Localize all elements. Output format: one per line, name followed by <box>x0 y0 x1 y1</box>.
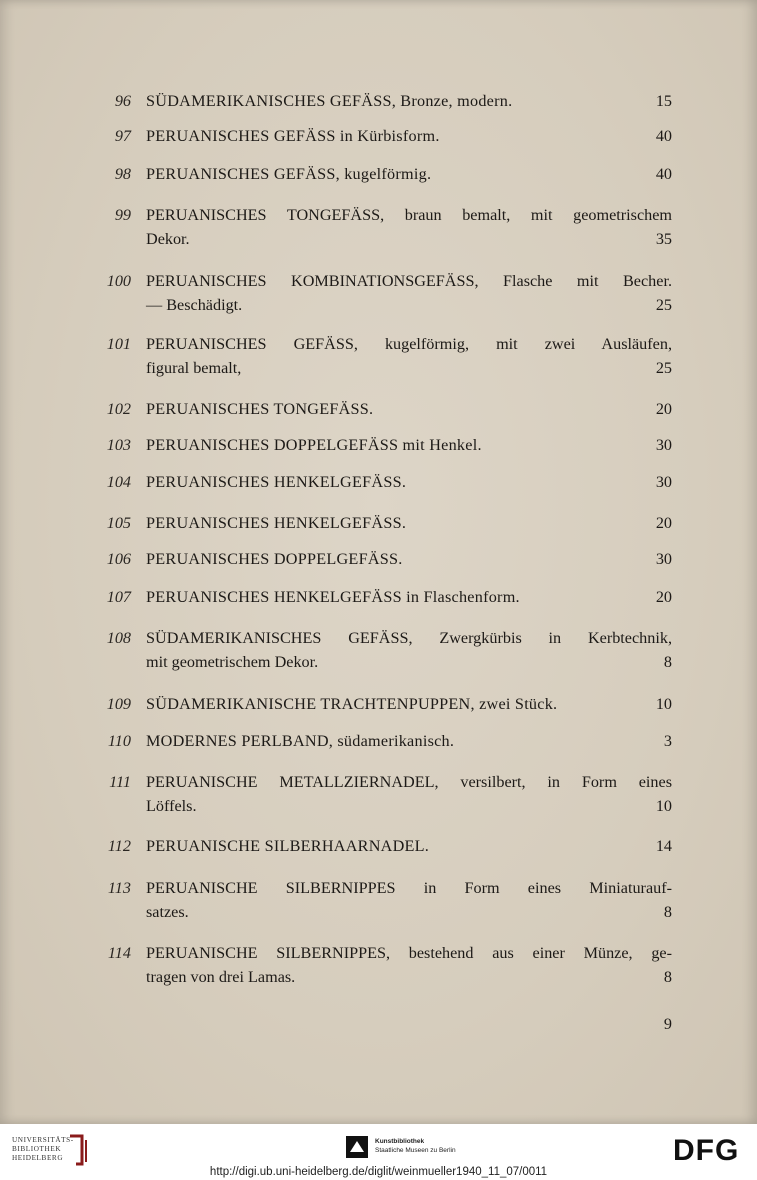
lot-number: 109 <box>106 695 131 713</box>
lot-price: 40 <box>655 165 672 183</box>
lot-number: 108 <box>106 629 131 647</box>
lot-description-line-2: figural bemalt, <box>146 359 242 377</box>
lot-description-line-1: PERUANISCHES GEFÄSS, kugelförmig, mit zwei Ausläufen, <box>146 335 672 353</box>
lot-price: 20 <box>655 400 672 418</box>
lot-number: 102 <box>106 400 131 418</box>
ub-heidelberg-emblem-icon <box>66 1132 92 1168</box>
lot-description: PERUANISCHES HENKELGEFÄSS. <box>146 473 407 491</box>
lot-price: 25 <box>655 296 672 314</box>
lot-price: 10 <box>655 695 672 713</box>
lot-description: PERUANISCHES HENKELGEFÄSS in Flaschenform. <box>146 588 520 606</box>
lot-description-line-2: — Beschädigt. <box>146 296 243 314</box>
lot-number: 114 <box>107 944 131 962</box>
dfg-logo[interactable]: DFG <box>673 1134 740 1167</box>
lot-description-line-2: satzes. <box>146 903 189 921</box>
lot-description-line-1: PERUANISCHE METALLZIERNADEL, versilbert, in Form eines <box>146 773 672 791</box>
permalink-url[interactable]: http://digi.ub.uni-heidelberg.de/diglit/weinmueller1940_11_07/0011 <box>209 1166 548 1178</box>
lot-number: 96 <box>114 92 131 110</box>
lot-description: SÜDAMERIKANISCHE TRACHTENPUPPEN, zwei Stück. <box>146 695 558 713</box>
lot-description: PERUANISCHES DOPPELGEFÄSS mit Henkel. <box>146 436 482 454</box>
lot-description: PERUANISCHES TONGEFÄSS. <box>146 400 374 418</box>
lot-price: 20 <box>655 514 672 532</box>
page-number: 9 <box>663 1015 672 1033</box>
lot-description: PERUANISCHES GEFÄSS, kugelförmig. <box>146 165 432 183</box>
lot-description: PERUANISCHE SILBERHAARNADEL. <box>146 837 430 855</box>
lot-number: 101 <box>106 335 131 353</box>
lot-description-line-1: PERUANISCHE SILBERNIPPES in Form eines Miniaturauf- <box>146 879 672 897</box>
lot-price: 3 <box>663 732 672 750</box>
lot-price: 30 <box>655 473 672 491</box>
lot-description-line-1: PERUANISCHES TONGEFÄSS, braun bemalt, mit geometrischem <box>146 206 672 224</box>
lot-price: 40 <box>655 127 672 145</box>
lot-description-line-2: Dekor. <box>146 230 190 248</box>
lot-description: PERUANISCHES HENKELGEFÄSS. <box>146 514 407 532</box>
lot-price: 25 <box>655 359 672 377</box>
lot-price: 35 <box>655 230 672 248</box>
lot-description-line-2: tragen von drei Lamas. <box>146 968 296 986</box>
lot-number: 110 <box>107 732 131 750</box>
lot-number: 105 <box>106 514 131 532</box>
lot-price: 10 <box>655 797 672 815</box>
lot-number: 104 <box>106 473 131 491</box>
lot-number: 103 <box>106 436 131 454</box>
lot-price: 8 <box>663 653 672 671</box>
lot-description-line-1: PERUANISCHES KOMBINATIONSGEFÄSS, Flasche mit Becher. <box>146 272 672 290</box>
lot-description: PERUANISCHES GEFÄSS in Kürbisform. <box>146 127 440 145</box>
lot-price: 14 <box>655 837 672 855</box>
lot-description-line-2: Löffels. <box>146 797 197 815</box>
lot-number: 100 <box>106 272 131 290</box>
lot-description: PERUANISCHES DOPPELGEFÄSS. <box>146 550 403 568</box>
ub-heidelberg-logo-text[interactable]: UNIVERSITÄTS- BIBLIOTHEK HEIDELBERG <box>12 1136 74 1162</box>
lot-price: 8 <box>663 968 672 986</box>
lot-number: 98 <box>114 165 131 183</box>
lot-description-line-1: PERUANISCHE SILBERNIPPES, bestehend aus einer Münze, ge- <box>146 944 672 962</box>
kunstbibliothek-credit[interactable]: Kunstbibliothek Staatliche Museen zu Berlin <box>375 1138 456 1154</box>
lot-number: 97 <box>114 127 131 145</box>
lot-number: 106 <box>106 550 131 568</box>
lot-description-line-2: mit geometrischem Dekor. <box>146 653 319 671</box>
lot-number: 113 <box>107 879 131 897</box>
lot-number: 99 <box>114 206 131 224</box>
lot-description-line-1: SÜDAMERIKANISCHES GEFÄSS, Zwergkürbis in Kerbtechnik, <box>146 629 672 647</box>
lot-price: 30 <box>655 436 672 454</box>
lot-number: 107 <box>106 588 131 606</box>
lot-price: 20 <box>655 588 672 606</box>
kunstbibliothek-logo-icon <box>346 1136 368 1158</box>
footer-bar <box>0 1124 757 1180</box>
lot-price: 30 <box>655 550 672 568</box>
lot-description: MODERNES PERLBAND, südamerikanisch. <box>146 732 455 750</box>
lot-number: 112 <box>107 837 131 855</box>
lot-number: 111 <box>109 773 131 791</box>
lot-price: 15 <box>655 92 672 110</box>
lot-price: 8 <box>663 903 672 921</box>
lot-description: SÜDAMERIKANISCHES GEFÄSS, Bronze, modern. <box>146 92 513 110</box>
